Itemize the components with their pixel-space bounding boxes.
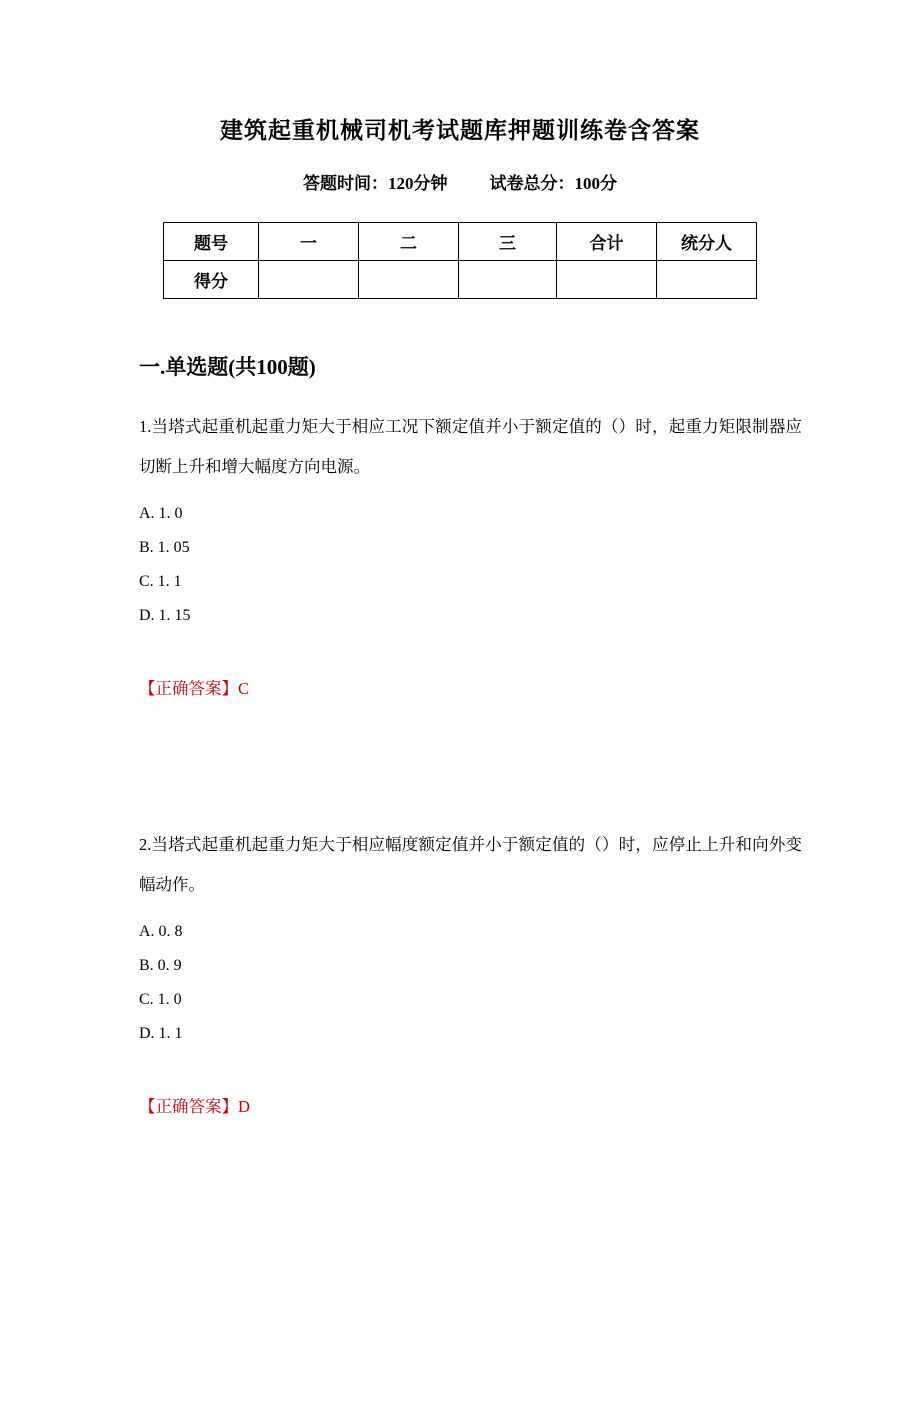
- question-2: [139, 825, 802, 1117]
- score-header-cell: 一: [259, 223, 359, 261]
- option-c: C. 1. 1: [139, 573, 182, 590]
- question-1: [139, 407, 802, 699]
- score-header-cell: 统分人: [657, 223, 757, 261]
- score-cell: [657, 261, 757, 299]
- score-header-cell: 合计: [557, 223, 657, 261]
- question-options: [139, 497, 802, 633]
- exam-total-score: 试卷总分：100分: [489, 174, 617, 193]
- exam-meta: [0, 169, 920, 194]
- score-table: [163, 222, 757, 299]
- option-a: A. 0. 8: [139, 923, 183, 940]
- correct-answer: 【正确答案】C: [139, 679, 250, 698]
- score-row-label: 得分: [164, 261, 259, 299]
- score-table-value-row: [164, 261, 757, 299]
- option-d: D. 1. 1: [139, 1025, 183, 1042]
- exam-time: 答题时间：120分钟: [303, 174, 448, 193]
- option-a: A. 1. 0: [139, 505, 183, 522]
- score-header-cell: 三: [459, 223, 557, 261]
- score-table-header-row: [164, 223, 757, 261]
- score-cell: [557, 261, 657, 299]
- section-heading: 一.单选题(共100题): [139, 355, 316, 379]
- option-b: B. 0. 9: [139, 957, 182, 974]
- correct-answer: 【正确答案】D: [139, 1097, 250, 1116]
- score-header-cell: 二: [359, 223, 459, 261]
- question-text: 1.当塔式起重机起重力矩大于相应工况下额定值并小于额定值的（）时，起重力矩限制器应切断上升和增大幅度方向电源。: [139, 417, 802, 476]
- page-title: 建筑起重机械司机考试题库押题训练卷含答案: [220, 118, 700, 143]
- score-cell: [359, 261, 459, 299]
- option-d: D. 1. 15: [139, 607, 191, 624]
- question-options: [139, 915, 802, 1051]
- score-cell: [259, 261, 359, 299]
- score-header-cell: 题号: [164, 223, 259, 261]
- question-text: 2.当塔式起重机起重力矩大于相应幅度额定值并小于额定值的（）时，应停止上升和向外变幅动作。: [139, 835, 802, 894]
- option-c: C. 1. 0: [139, 991, 182, 1008]
- score-cell: [459, 261, 557, 299]
- option-b: B. 1. 05: [139, 539, 190, 556]
